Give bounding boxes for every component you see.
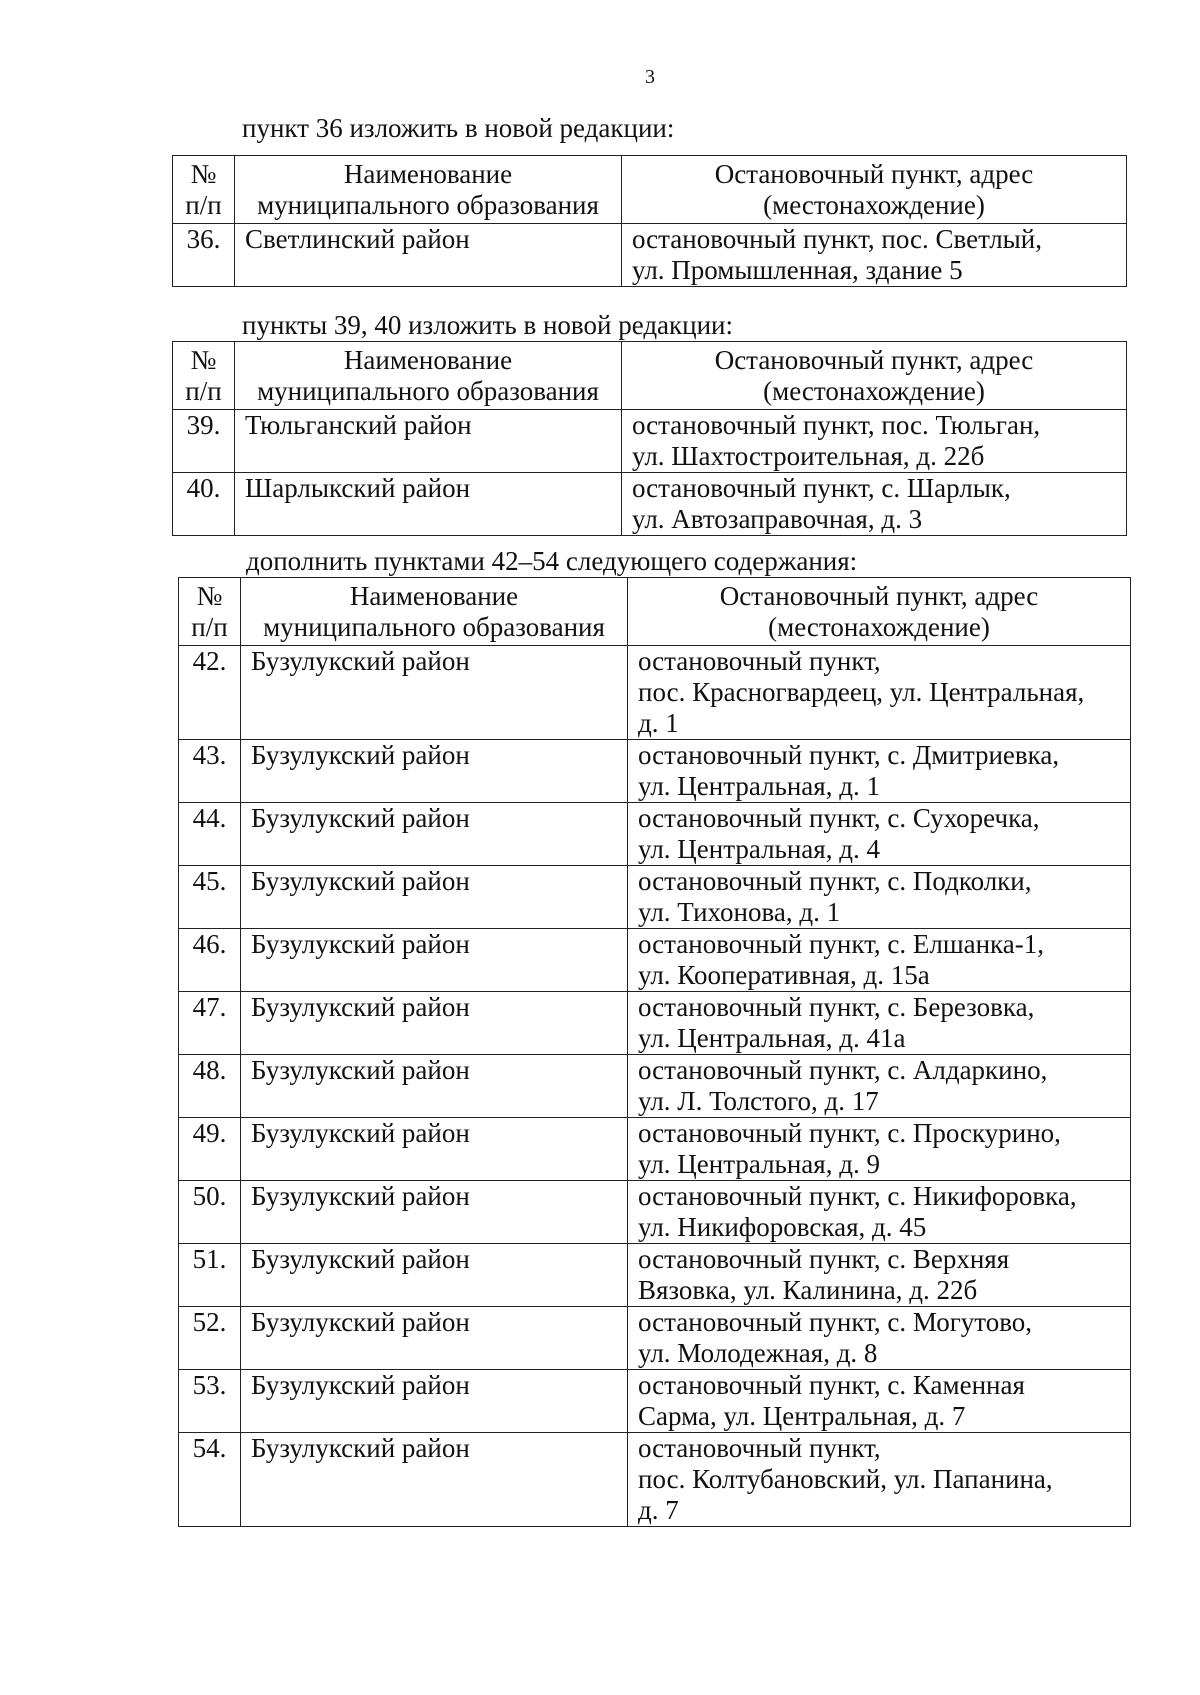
table-row xyxy=(179,866,1131,929)
header-name-line: муниципального образования xyxy=(257,190,599,220)
header-name xyxy=(235,342,622,410)
address-line: остановочный пункт, с. Могутово, xyxy=(638,1307,1033,1337)
row-address xyxy=(628,866,1131,929)
table-row xyxy=(179,1433,1131,1527)
table-row xyxy=(179,929,1131,992)
address-line: остановочный пункт, с. Березовка, xyxy=(638,992,1035,1022)
table-row xyxy=(179,1370,1131,1433)
row-num: 51. xyxy=(179,1244,241,1307)
address-line: остановочный пункт, пос. Тюльган, xyxy=(632,410,1041,440)
table-row xyxy=(179,1181,1131,1244)
row-address xyxy=(628,803,1131,866)
header-num-line: п/п xyxy=(191,612,228,642)
stops-table xyxy=(172,341,1127,536)
address-line: ул. Шахтостроительная, д. 22б xyxy=(632,441,985,471)
address-line: остановочный пункт, с. Подколки, xyxy=(638,866,1032,896)
row-address xyxy=(628,992,1131,1055)
row-address xyxy=(628,929,1131,992)
row-name: Бузулукский район xyxy=(241,1118,628,1181)
row-address xyxy=(628,1307,1131,1370)
address-line: Вязовка, ул. Калинина, д. 22б xyxy=(638,1275,978,1305)
header-address-line: Остановочный пункт, адрес xyxy=(719,581,1039,611)
row-name: Бузулукский район xyxy=(241,646,628,740)
address-line: д. 7 xyxy=(638,1495,679,1525)
header-name-line: Наименование xyxy=(343,159,513,189)
address-line: ул. Автозаправочная, д. 3 xyxy=(632,504,923,534)
row-num: 39. xyxy=(173,410,235,473)
row-name: Бузулукский район xyxy=(241,1307,628,1370)
row-num: 54. xyxy=(179,1433,241,1527)
address-line: остановочный пункт, с. Дмитриевка, xyxy=(638,740,1060,770)
row-address xyxy=(628,646,1131,740)
section-intro: дополнить пунктами 42–54 следующего содержания: xyxy=(246,546,858,576)
header-num-line: п/п xyxy=(185,190,222,220)
table-row xyxy=(173,224,1127,287)
header-num xyxy=(179,578,241,646)
address-line: остановочный пункт, xyxy=(638,646,881,676)
row-num: 42. xyxy=(179,646,241,740)
table-header xyxy=(173,342,1127,410)
row-name: Бузулукский район xyxy=(241,1055,628,1118)
header-name xyxy=(235,156,622,224)
section-intro: пункты 39, 40 изложить в новой редакции: xyxy=(242,310,734,340)
row-num: 43. xyxy=(179,740,241,803)
header-num-line: № xyxy=(190,345,217,375)
address-line: ул. Никифоровская, д. 45 xyxy=(638,1212,927,1242)
address-line: ул. Тихонова, д. 1 xyxy=(638,897,841,927)
table-row xyxy=(179,992,1131,1055)
address-line: пос. Красногвардеец, ул. Центральная, xyxy=(638,677,1085,707)
row-address xyxy=(628,1433,1131,1527)
address-line: остановочный пункт, xyxy=(638,1433,881,1463)
row-address xyxy=(622,473,1127,536)
row-num: 49. xyxy=(179,1118,241,1181)
address-line: остановочный пункт, с. Верхняя xyxy=(638,1244,1010,1274)
header-address-line: (местонахождение) xyxy=(768,612,990,642)
row-num: 36. xyxy=(173,224,235,287)
row-name: Бузулукский район xyxy=(241,992,628,1055)
address-line: ул. Центральная, д. 9 xyxy=(638,1149,880,1179)
row-num: 46. xyxy=(179,929,241,992)
header-name-line: муниципального образования xyxy=(257,376,599,406)
table-header xyxy=(179,578,1131,646)
row-address xyxy=(628,1181,1131,1244)
header-address-line: (местонахождение) xyxy=(763,190,985,220)
address-line: ул. Молодежная, д. 8 xyxy=(638,1338,878,1368)
header-name-line: муниципального образования xyxy=(263,612,605,642)
header-address-line: Остановочный пункт, адрес xyxy=(714,159,1034,189)
row-address xyxy=(628,740,1131,803)
address-line: остановочный пункт, с. Каменная xyxy=(638,1370,1025,1400)
header-address-line: (местонахождение) xyxy=(763,376,985,406)
row-address xyxy=(628,1055,1131,1118)
address-line: остановочный пункт, с. Алдаркино, xyxy=(638,1055,1048,1085)
row-name: Шарлыкский район xyxy=(235,473,622,536)
header-num-line: № xyxy=(196,581,223,611)
table-row xyxy=(179,740,1131,803)
address-line: ул. Промышленная, здание 5 xyxy=(632,255,963,285)
header-num-line: п/п xyxy=(185,376,222,406)
row-name: Бузулукский район xyxy=(241,1370,628,1433)
row-address xyxy=(622,410,1127,473)
row-num: 40. xyxy=(173,473,235,536)
header-num-line: № xyxy=(190,159,217,189)
header-num xyxy=(173,342,235,410)
table-row xyxy=(179,646,1131,740)
row-address xyxy=(628,1118,1131,1181)
row-num: 48. xyxy=(179,1055,241,1118)
table-row xyxy=(179,1055,1131,1118)
table-row xyxy=(179,1307,1131,1370)
address-line: остановочный пункт, с. Елшанка-1, xyxy=(638,929,1044,959)
row-address xyxy=(628,1244,1131,1307)
stops-table xyxy=(178,577,1131,1527)
header-address xyxy=(628,578,1131,646)
address-line: пос. Колтубановский, ул. Папанина, xyxy=(638,1464,1053,1494)
address-line: Сарма, ул. Центральная, д. 7 xyxy=(638,1401,966,1431)
row-name: Бузулукский район xyxy=(241,866,628,929)
address-line: остановочный пункт, с. Шарлык, xyxy=(632,473,1011,503)
row-address xyxy=(622,224,1127,287)
row-name: Бузулукский район xyxy=(241,1181,628,1244)
header-name xyxy=(241,578,628,646)
row-name: Бузулукский район xyxy=(241,1433,628,1527)
table-row xyxy=(179,1244,1131,1307)
address-line: остановочный пункт, с. Сухоречка, xyxy=(638,803,1040,833)
row-name: Бузулукский район xyxy=(241,740,628,803)
row-name: Светлинский район xyxy=(235,224,622,287)
row-num: 47. xyxy=(179,992,241,1055)
stops-table xyxy=(172,155,1127,287)
header-name-line: Наименование xyxy=(349,581,519,611)
row-num: 52. xyxy=(179,1307,241,1370)
table-row xyxy=(179,803,1131,866)
page-number: 3 xyxy=(645,66,655,88)
row-name: Бузулукский район xyxy=(241,1244,628,1307)
row-num: 45. xyxy=(179,866,241,929)
row-num: 44. xyxy=(179,803,241,866)
row-num: 50. xyxy=(179,1181,241,1244)
table-row xyxy=(173,410,1127,473)
row-name: Тюльганский район xyxy=(235,410,622,473)
row-name: Бузулукский район xyxy=(241,929,628,992)
row-num: 53. xyxy=(179,1370,241,1433)
row-address xyxy=(628,1370,1131,1433)
address-line: ул. Центральная, д. 4 xyxy=(638,834,880,864)
header-name-line: Наименование xyxy=(343,345,513,375)
table-header xyxy=(173,156,1127,224)
header-address xyxy=(622,342,1127,410)
header-address xyxy=(622,156,1127,224)
row-name: Бузулукский район xyxy=(241,803,628,866)
address-line: ул. Кооперативная, д. 15а xyxy=(638,960,930,990)
table-row xyxy=(179,1118,1131,1181)
header-address-line: Остановочный пункт, адрес xyxy=(714,345,1034,375)
address-line: ул. Л. Толстого, д. 17 xyxy=(638,1086,879,1116)
address-line: д. 1 xyxy=(638,708,679,738)
address-line: остановочный пункт, с. Никифоровка, xyxy=(638,1181,1077,1211)
section-intro: пункт 36 изложить в новой редакции: xyxy=(242,113,675,143)
address-line: остановочный пункт, с. Проскурино, xyxy=(638,1118,1061,1148)
address-line: остановочный пункт, пос. Светлый, xyxy=(632,224,1043,254)
header-num xyxy=(173,156,235,224)
address-line: ул. Центральная, д. 41а xyxy=(638,1023,906,1053)
table-row xyxy=(173,473,1127,536)
address-line: ул. Центральная, д. 1 xyxy=(638,771,880,801)
